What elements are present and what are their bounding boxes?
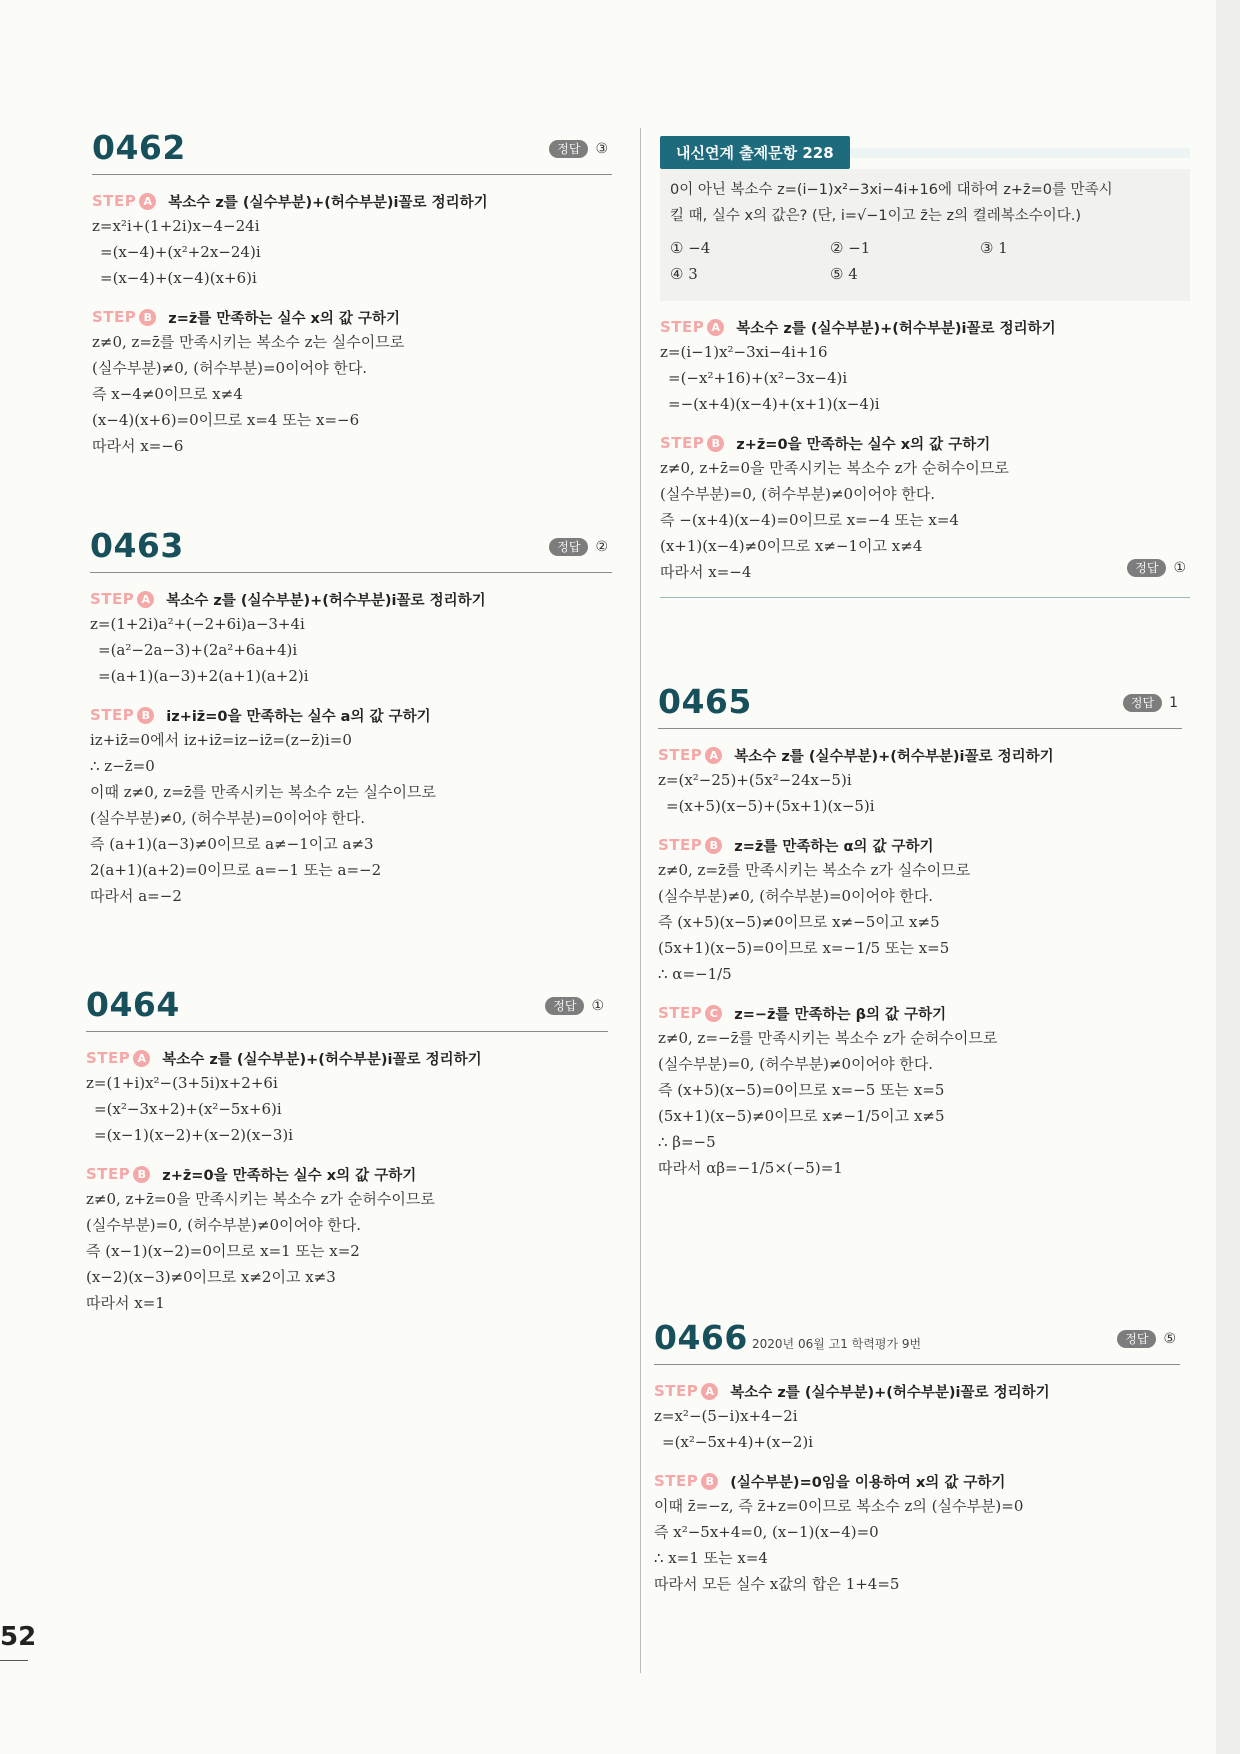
solution-line: =(a+1)(a−3)+2(a+1)(a+2)i: [98, 667, 309, 685]
problem-rule: [86, 1031, 608, 1032]
column-divider: [640, 128, 641, 1673]
step-b-heading: [86, 1162, 608, 1186]
solution-line: (실수부분)=0, (허수부분)≠0이어야 한다.: [660, 485, 936, 503]
step-c-heading: [658, 1001, 1182, 1025]
problem-0462: [92, 128, 612, 459]
solution-line: ∴ α=−1/5: [658, 965, 732, 983]
step-title: iz+iz̄=0을 만족하는 실수 a의 값 구하기: [166, 708, 431, 725]
question-line: 킬 때, 실수 x의 값은? (단, i=√−1이고 z̄는 z의 켤레복소수이다.): [670, 208, 1082, 224]
answer-badge: 정답: [545, 997, 584, 1015]
page-edge-strip: [1216, 0, 1240, 1754]
step-tag: STEP: [92, 308, 137, 326]
step-letter-icon: A: [705, 747, 722, 764]
solution-line: 즉 (x+5)(x−5)≠0이므로 x≠−5이고 x≠5: [658, 913, 940, 931]
solution-line: =(x²−5x+4)+(x−2)i: [662, 1433, 814, 1451]
answer-badge: 정답: [1117, 1330, 1156, 1348]
solution-line: z=(x²−25)+(5x²−24x−5)i: [658, 771, 852, 789]
step-title: z+z̄=0을 만족하는 실수 x의 값 구하기: [162, 1167, 417, 1184]
choice: ① −4: [670, 239, 711, 257]
step-title: z+z̄=0을 만족하는 실수 x의 값 구하기: [736, 436, 991, 453]
problem-number: 0464: [86, 985, 180, 1024]
solution-line: (실수부분)≠0, (허수부분)=0이어야 한다.: [92, 359, 368, 377]
problem-0464: [86, 985, 608, 1316]
solution-line: =(x+5)(x−5)+(5x+1)(x−5)i: [666, 797, 875, 815]
step-letter-icon: B: [701, 1473, 718, 1490]
answer-badge: 정답: [1123, 694, 1162, 712]
step-b-heading: [90, 703, 612, 727]
problem-0463: [90, 526, 612, 909]
solution-line: 즉 (x+5)(x−5)=0이므로 x=−5 또는 x=5: [658, 1081, 945, 1099]
solution-line: (5x+1)(x−5)≠0이므로 x≠−1/5이고 x≠5: [658, 1107, 945, 1125]
answer-badge: 정답: [549, 140, 588, 158]
solution-line: 따라서 x=−4: [660, 563, 752, 581]
solution-line: z≠0, z=z̄를 만족시키는 복소수 z가 실수이므로: [658, 861, 971, 879]
solution-line: (실수부분)≠0, (허수부분)=0이어야 한다.: [658, 887, 934, 905]
answer-indicator: [1117, 1330, 1176, 1348]
solution-line: (5x+1)(x−5)=0이므로 x=−1/5 또는 x=5: [658, 939, 950, 957]
solution-line: z=x²−(5−i)x+4−2i: [654, 1407, 798, 1425]
problem-0466: [654, 1318, 1180, 1597]
solution-line: 따라서 a=−2: [90, 887, 182, 905]
step-tag: STEP: [654, 1382, 699, 1400]
step-letter-icon: C: [705, 1005, 722, 1022]
solution-line: =(x−4)+(x²+2x−24)i: [100, 243, 261, 261]
problem-rule: [92, 174, 612, 175]
step-tag: STEP: [660, 318, 705, 336]
solution-line: 따라서 αβ=−1/5×(−5)=1: [658, 1159, 843, 1177]
answer-choices: [670, 235, 1180, 287]
linked-problem-question: [660, 169, 1190, 301]
solution-line: z=(1+i)x²−(3+5i)x+2+6i: [86, 1074, 278, 1092]
answer-value: ①: [591, 998, 604, 1014]
step-title: z=−z̄를 만족하는 β의 값 구하기: [734, 1006, 947, 1023]
answer-badge: 정답: [1127, 559, 1166, 577]
problem-source: 2020년 06월 고1 학력평가 9번: [752, 1337, 922, 1351]
problem-number: 0466: [654, 1318, 748, 1357]
solution-line: z=(1+2i)a²+(−2+6i)a−3+4i: [90, 615, 305, 633]
answer-indicator: [549, 140, 608, 158]
solution-line: (실수부분)≠0, (허수부분)=0이어야 한다.: [90, 809, 366, 827]
solution-line: =(−x²+16)+(x²−3x−4)i: [668, 369, 848, 387]
solution-line: =(x−1)(x−2)+(x−2)(x−3)i: [94, 1126, 294, 1144]
step-letter-icon: A: [139, 193, 156, 210]
step-a-heading: [660, 315, 1190, 339]
answer-value: ③: [595, 141, 608, 157]
page-number: 52: [0, 1622, 37, 1652]
step-b-heading: [654, 1469, 1180, 1493]
solution-line: z=x²i+(1+2i)x−4−24i: [92, 217, 260, 235]
step-letter-icon: A: [137, 591, 154, 608]
linked-problem-header: [660, 136, 1190, 169]
answer-indicator: [1123, 694, 1178, 712]
step-tag: STEP: [658, 1004, 703, 1022]
solution-line: ∴ z−z̄=0: [90, 757, 155, 775]
step-a-heading: [654, 1379, 1180, 1403]
step-tag: STEP: [660, 434, 705, 452]
solution-line: (x−2)(x−3)≠0이므로 x≠2이고 x≠3: [86, 1268, 336, 1286]
answer-indicator: [549, 538, 608, 556]
solution-line: =−(x+4)(x−4)+(x+1)(x−4)i: [668, 395, 880, 413]
solution-line: iz+iz̄=0에서 iz+iz̄=iz−iz̄=(z−z̄)i=0: [90, 731, 352, 749]
solution-line: z≠0, z=−z̄를 만족시키는 복소수 z가 순허수이므로: [658, 1029, 998, 1047]
step-a-heading: [658, 743, 1182, 767]
answer-badge: 정답: [549, 538, 588, 556]
step-letter-icon: B: [707, 435, 724, 452]
solution-line: (x−4)(x+6)=0이므로 x=4 또는 x=−6: [92, 411, 360, 429]
step-b-heading: [660, 431, 1190, 455]
linked-problem-end-rule: [660, 597, 1190, 598]
solution-line: (x+1)(x−4)≠0이므로 x≠−1이고 x≠4: [660, 537, 923, 555]
step-title: 복소수 z를 (실수부분)+(허수부분)i꼴로 정리하기: [734, 748, 1054, 765]
step-tag: STEP: [654, 1472, 699, 1490]
step-title: (실수부분)=0임을 이용하여 x의 값 구하기: [730, 1474, 1006, 1491]
choice: ② −1: [830, 239, 871, 257]
step-tag: STEP: [658, 836, 703, 854]
answer-value: ①: [1173, 560, 1186, 576]
problem-rule: [90, 572, 612, 573]
step-title: 복소수 z를 (실수부분)+(허수부분)i꼴로 정리하기: [166, 592, 486, 609]
solution-line: ∴ x=1 또는 x=4: [654, 1549, 768, 1567]
solution-line: 즉 x²−5x+4=0, (x−1)(x−4)=0: [654, 1523, 879, 1541]
answer-indicator: [545, 997, 604, 1015]
answer-value: 1: [1169, 695, 1178, 711]
problem-number: 0463: [90, 526, 184, 565]
solution-line: 따라서 x=−6: [92, 437, 184, 455]
problem-number: 0465: [658, 682, 752, 721]
solution-line: ∴ β=−5: [658, 1133, 716, 1151]
answer-indicator: [1127, 559, 1186, 577]
step-tag: STEP: [86, 1049, 131, 1067]
solution-line: 따라서 모든 실수 x값의 합은 1+4=5: [654, 1575, 900, 1593]
solution-line: 즉 −(x+4)(x−4)=0이므로 x=−4 또는 x=4: [660, 511, 959, 529]
problem-header: [654, 1318, 1180, 1358]
solution-line: 2(a+1)(a+2)=0이므로 a=−1 또는 a=−2: [90, 861, 382, 879]
step-title: 복소수 z를 (실수부분)+(허수부분)i꼴로 정리하기: [730, 1384, 1050, 1401]
step-letter-icon: B: [139, 309, 156, 326]
step-title: z=z̄를 만족하는 실수 x의 값 구하기: [168, 310, 400, 327]
page-number-rule: [0, 1660, 28, 1661]
step-letter-icon: A: [133, 1050, 150, 1067]
solution-line: =(a²−2a−3)+(2a²+6a+4)i: [98, 641, 298, 659]
choice: ③ 1: [980, 239, 1008, 257]
solution-line: (실수부분)=0, (허수부분)≠0이어야 한다.: [658, 1055, 934, 1073]
choice: ④ 3: [670, 265, 698, 283]
solution-line: z≠0, z+z̄=0을 만족시키는 복소수 z가 순허수이므로: [86, 1190, 435, 1208]
solution-line: 즉 (a+1)(a−3)≠0이므로 a≠−1이고 a≠3: [90, 835, 374, 853]
step-a-heading: [90, 587, 612, 611]
step-letter-icon: A: [701, 1383, 718, 1400]
step-letter-icon: B: [705, 837, 722, 854]
choice: ⑤ 4: [830, 265, 858, 283]
problem-0465: [658, 682, 1182, 1181]
step-tag: STEP: [92, 192, 137, 210]
solution-line: z=(i−1)x²−3xi−4i+16: [660, 343, 828, 361]
step-tag: STEP: [90, 590, 135, 608]
answer-value: ②: [595, 539, 608, 555]
question-line: 0이 아닌 복소수 z=(i−1)x²−3xi−4i+16에 대하여 z+z̄=0를 만족시: [670, 182, 1113, 198]
step-tag: STEP: [90, 706, 135, 724]
step-title: 복소수 z를 (실수부분)+(허수부분)i꼴로 정리하기: [736, 320, 1056, 337]
solution-line: 즉 x−4≠0이므로 x≠4: [92, 385, 243, 403]
step-tag: STEP: [658, 746, 703, 764]
answer-value: ⑤: [1163, 1331, 1176, 1347]
step-letter-icon: A: [707, 319, 724, 336]
step-title: 복소수 z를 (실수부분)+(허수부분)i꼴로 정리하기: [168, 194, 488, 211]
solution-line: (실수부분)=0, (허수부분)≠0이어야 한다.: [86, 1216, 362, 1234]
problem-rule: [654, 1364, 1180, 1365]
step-letter-icon: B: [133, 1166, 150, 1183]
solution-line: =(x−4)+(x−4)(x+6)i: [100, 269, 257, 287]
final-line-row: [660, 559, 1190, 585]
problem-rule: [658, 728, 1182, 729]
solution-line: =(x²−3x+2)+(x²−5x+6)i: [94, 1100, 282, 1118]
solution-line: z≠0, z=z̄를 만족시키는 복소수 z는 실수이므로: [92, 333, 405, 351]
step-a-heading: [86, 1046, 608, 1070]
step-b-heading: [658, 833, 1182, 857]
solution-line: 따라서 x=1: [86, 1294, 165, 1312]
step-title: z=z̄를 만족하는 α의 값 구하기: [734, 838, 934, 855]
step-letter-icon: B: [137, 707, 154, 724]
step-a-heading: [92, 189, 612, 213]
linked-problem-228: [660, 136, 1190, 598]
header-decoration: [850, 148, 1190, 158]
solution-line: z≠0, z+z̄=0을 만족시키는 복소수 z가 순허수이므로: [660, 459, 1009, 477]
linked-problem-tab: 내신연계 출제문항 228: [660, 136, 850, 169]
solution-line: 즉 (x−1)(x−2)=0이므로 x=1 또는 x=2: [86, 1242, 360, 1260]
step-b-heading: [92, 305, 612, 329]
step-tag: STEP: [86, 1165, 131, 1183]
solution-line: 이때 z̄=−z, 즉 z̄+z=0이므로 복소수 z의 (실수부분)=0: [654, 1497, 1024, 1515]
problem-number: 0462: [92, 128, 186, 167]
solution-line: 이때 z≠0, z=z̄를 만족시키는 복소수 z는 실수이므로: [90, 783, 436, 801]
step-title: 복소수 z를 (실수부분)+(허수부분)i꼴로 정리하기: [162, 1051, 482, 1068]
